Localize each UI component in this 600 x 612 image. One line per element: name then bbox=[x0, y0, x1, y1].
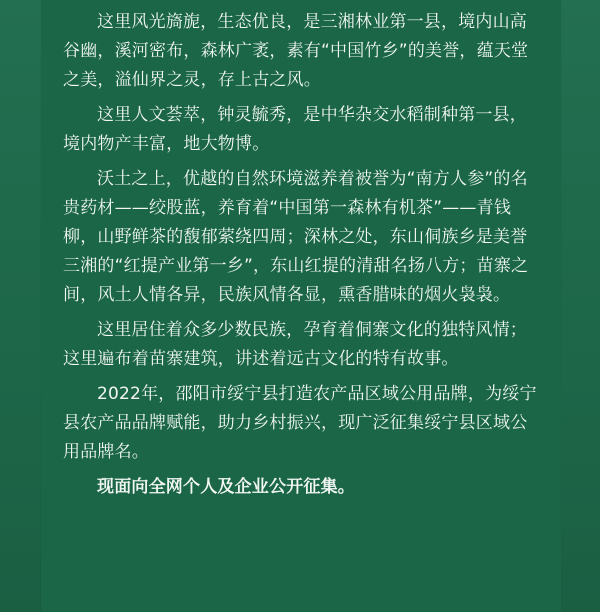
paragraph-brand-call: 2022年，邵阳市绥宁县打造农产品区域公用品牌，为绥宁县农产品品牌赋能，助力乡村振兴，现广泛征集绥宁县区域公用品牌名。 bbox=[63, 384, 537, 462]
article-body bbox=[63, 8, 541, 508]
closing-announcement: 现面向全网个人及企业公开征集。 bbox=[97, 477, 355, 497]
paragraph-culture: 这里人文荟萃，钟灵毓秀，是中华杂交水稻制种第一县，境内物产丰富，地大物博。 bbox=[63, 105, 527, 154]
paragraph-products: 沃土之上，优越的自然环境滋养着被誉为“南方人参”的名贵药材——绞股蓝，养育着“中国第一森林有机茶”——青钱柳，山野鲜茶的馥郁萦绕四周；深林之处，东山侗族乡是美誉三湘的“红提产业第一乡”，东山红提的清甜名扬八方；苗寨之间，风土人情各异，民族风情各显，熏香腊味的烟火袅袅。 bbox=[63, 169, 529, 305]
paragraph-scenery: 这里风光旖旎，生态优良，是三湘林业第一县，境内山高谷幽，溪河密布，森林广袤，素有“中国竹乡”的美誉，蕴天堂之美，溢仙界之灵，存上古之风。 bbox=[63, 12, 529, 90]
paragraph-ethnic-culture: 这里居住着众多少数民族，孕育着侗寨文化的独特风情；这里遍布着苗寨建筑，讲述着远古文化的特有故事。 bbox=[63, 320, 527, 369]
